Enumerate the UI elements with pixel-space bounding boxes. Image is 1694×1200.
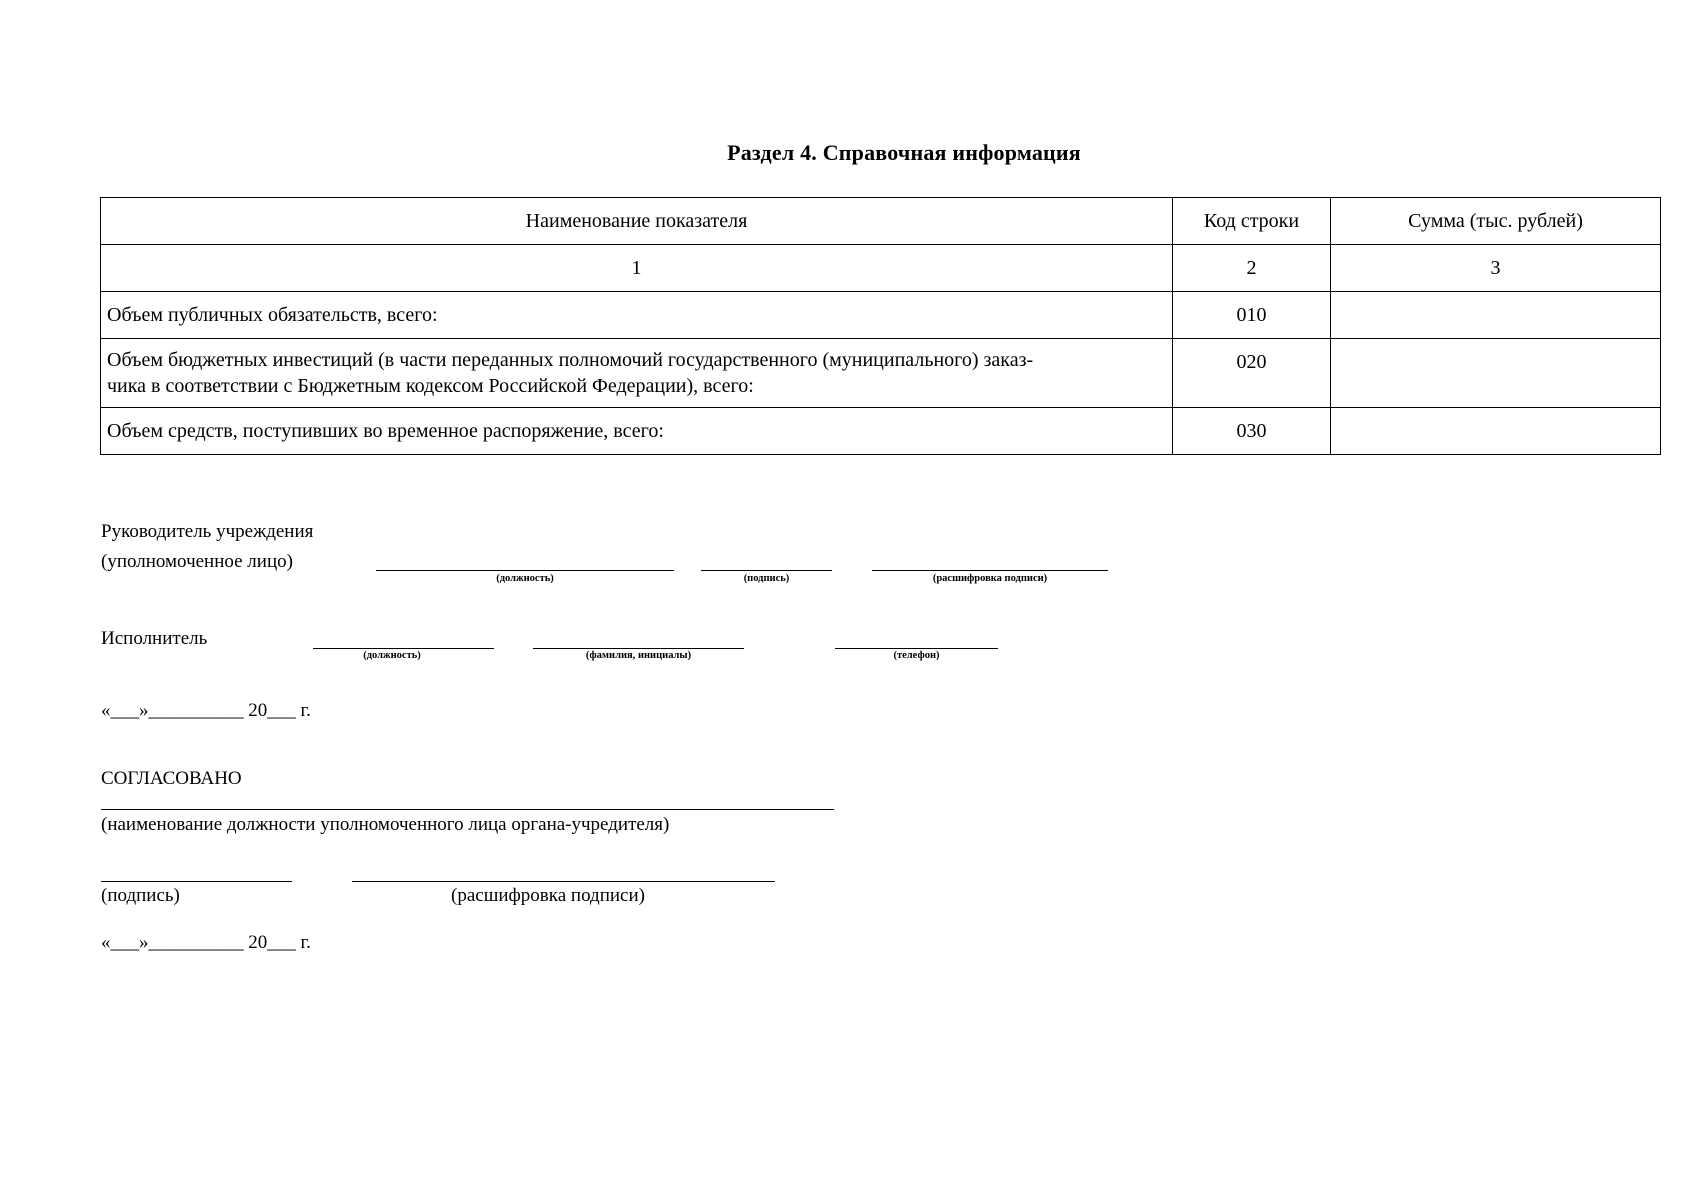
executor-phone-line[interactable] xyxy=(835,648,998,649)
date-line: «___»__________ 20___ г. xyxy=(101,700,311,721)
table-row xyxy=(101,408,1661,455)
column-number: 2 xyxy=(1173,245,1331,292)
row-code: 020 xyxy=(1173,339,1331,408)
section-title: Раздел 4. Справочная информация xyxy=(727,140,1081,165)
reference-table xyxy=(100,197,1661,455)
column-number-row xyxy=(101,245,1661,292)
executor-position-line[interactable] xyxy=(313,648,494,649)
table-row xyxy=(101,292,1661,339)
head-label-line2: (уполномоченное лицо) xyxy=(101,551,293,572)
table-header-row xyxy=(101,198,1661,245)
head-position-line[interactable] xyxy=(376,570,674,571)
approval-decoding-line[interactable] xyxy=(352,881,775,882)
approval-position-caption: (наименование должности уполномоченного лица органа-учредителя) xyxy=(101,814,670,835)
approval-decoding-caption: (расшифровка подписи) xyxy=(451,885,645,906)
row-name: Объем средств, поступивших во временное распоряжение, всего: xyxy=(101,408,1173,455)
row-amount-cell[interactable] xyxy=(1331,339,1661,408)
head-position-caption: (должность) xyxy=(496,573,554,584)
approval-signature-caption: (подпись) xyxy=(101,885,180,906)
column-number: 3 xyxy=(1331,245,1661,292)
head-signature-line[interactable] xyxy=(701,570,832,571)
row-name-line: Объем бюджетных инвестиций (в части переданных полномочий государственного (муниципального) заказ- xyxy=(107,349,1034,371)
approval-position-line[interactable] xyxy=(101,809,834,810)
head-signature-caption: (подпись) xyxy=(743,573,790,584)
row-name-line: чика в соответствии с Бюджетным кодексом Российской Федерации), всего: xyxy=(107,375,754,397)
row-name: Объем публичных обязательств, всего: xyxy=(101,292,1173,339)
row-amount-cell[interactable] xyxy=(1331,292,1661,339)
approval-signature-line[interactable] xyxy=(101,881,292,882)
row-name xyxy=(101,339,1173,408)
column-number: 1 xyxy=(101,245,1173,292)
head-decoding-caption: (расшифровка подписи) xyxy=(932,573,1048,584)
table-row xyxy=(101,339,1661,408)
header-amount: Сумма (тыс. рублей) xyxy=(1331,198,1661,245)
executor-name-line[interactable] xyxy=(533,648,744,649)
head-decoding-line[interactable] xyxy=(872,570,1108,571)
header-indicator-name: Наименование показателя xyxy=(101,198,1173,245)
approval-label: СОГЛАСОВАНО xyxy=(101,768,242,789)
row-code: 010 xyxy=(1173,292,1331,339)
executor-position-caption: (должность) xyxy=(363,650,421,661)
executor-name-caption: (фамилия, инициалы) xyxy=(585,650,692,661)
executor-label: Исполнитель xyxy=(101,628,208,649)
executor-phone-caption: (телефон) xyxy=(893,650,940,661)
approval-date-line: «___»__________ 20___ г. xyxy=(101,932,311,953)
header-line-code: Код строки xyxy=(1173,198,1331,245)
row-code: 030 xyxy=(1173,408,1331,455)
head-label-line1: Руководитель учреждения xyxy=(101,521,314,542)
row-amount-cell[interactable] xyxy=(1331,408,1661,455)
